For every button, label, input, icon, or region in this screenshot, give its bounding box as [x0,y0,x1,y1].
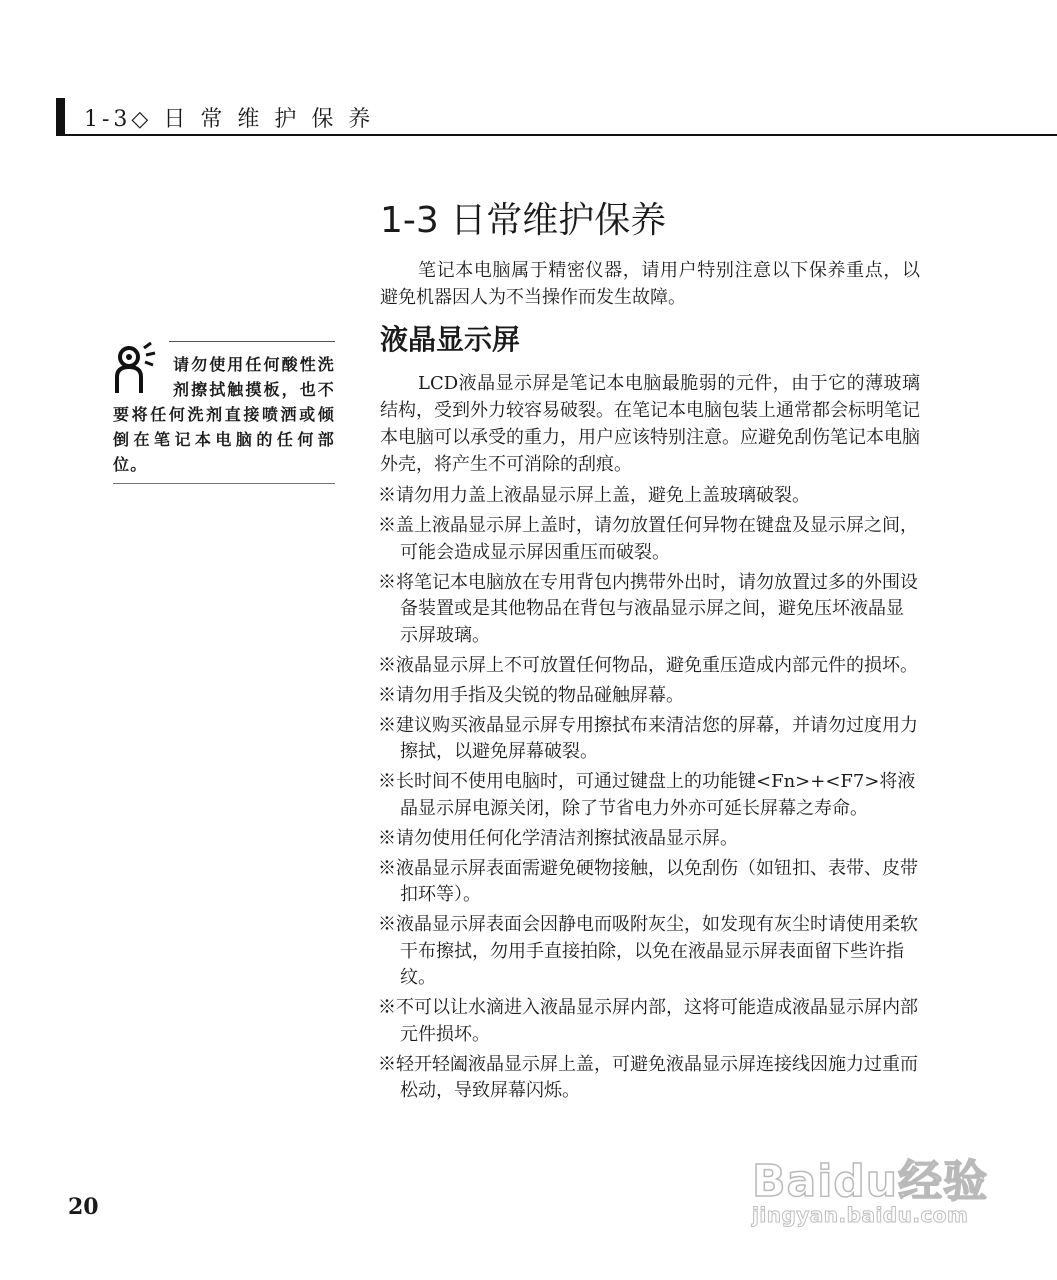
list-item: ※盖上液晶显示屏上盖时，请勿放置任何异物在键盘及显示屏之间，可能会造成显示屏因重压而破裂。 [378,515,918,563]
list-item: ※建议购买液晶显示屏专用擦拭布来清洁您的屏幕，并请勿过度用力擦拭，以避免屏幕破裂。 [378,714,918,762]
header-label: 1-3◇ 日 常 维 护 保 养 [84,107,375,132]
care-tips-list [378,483,920,1108]
baidu-watermark [752,1145,1002,1235]
sidenote [113,341,335,484]
header-rule [56,134,1057,136]
list-item: ※请勿使用任何化学清洁剂擦拭液晶显示屏。 [378,827,738,849]
sidenote-text: 请勿使用任何酸性洗剂擦拭触摸板，也不要将任何洗剂直接喷洒或倾倒在笔记本电脑的任何部位。 [113,355,335,474]
page-title: 1-3 日常维护保养 [380,200,667,241]
section-heading: 液晶显示屏 [380,323,521,356]
list-item: ※请勿用手指及尖锐的物品碰触屏幕。 [378,684,684,706]
list-item: ※将笔记本电脑放在专用背包内携带外出时，请勿放置过多的外围设备装置或是其他物品在背包与液晶显示屏之间，避免压坏液晶显示屏玻璃。 [378,571,918,646]
list-item: ※液晶显示屏表面需避免硬物接触，以免刮伤（如钮扣、表带、皮带扣环等）。 [378,857,918,905]
intro-paragraph: 笔记本电脑属于精密仪器，请用户特别注意以下保养重点，以避免机器因人为不当操作而发生故障。 [380,260,920,308]
watermark-url: jingyan.baidu.com [752,1203,969,1227]
list-item: ※长时间不使用电脑时，可通过键盘上的功能键<Fn>+<F7>将液晶显示屏电源关闭，除了节省电力外亦可延长屏幕之寿命。 [378,771,916,819]
list-item: ※请勿用力盖上液晶显示屏上盖，避免上盖玻璃破裂。 [378,485,810,506]
section-paragraph: LCD液晶显示屏是笔记本电脑最脆弱的元件，由于它的薄玻璃结构，受到外力较容易破裂。在笔记本电脑包装上通常都会标明笔记本电脑可以承受的重力，用户应该特别注意。应避免刮伤笔记本电脑外壳，将产生不可消除的刮痕。 [380,373,920,475]
attention-person-icon [113,341,163,395]
header-marker-bar [56,98,65,136]
sidenote-bottom-rule [113,483,335,484]
list-item: ※轻开轻阖液晶显示屏上盖，可避免液晶显示屏连接线因施力过重而松动，导致屏幕闪烁。 [378,1053,918,1101]
running-header [56,98,1057,136]
list-item: ※不可以让水滴进入液晶显示屏内部，这将可能造成液晶显示屏内部元件损坏。 [378,997,918,1045]
list-item: ※液晶显示屏表面会因静电而吸附灰尘，如发现有灰尘时请使用柔软干布擦拭，勿用手直接拍除，以免在液晶显示屏表面留下些许指纹。 [378,914,918,988]
page-number: 20 [68,1194,99,1220]
watermark-brand: Baidu经验 [752,1156,989,1207]
list-item: ※液晶显示屏上不可放置任何物品，避免重压造成内部元件的损坏。 [378,654,918,676]
